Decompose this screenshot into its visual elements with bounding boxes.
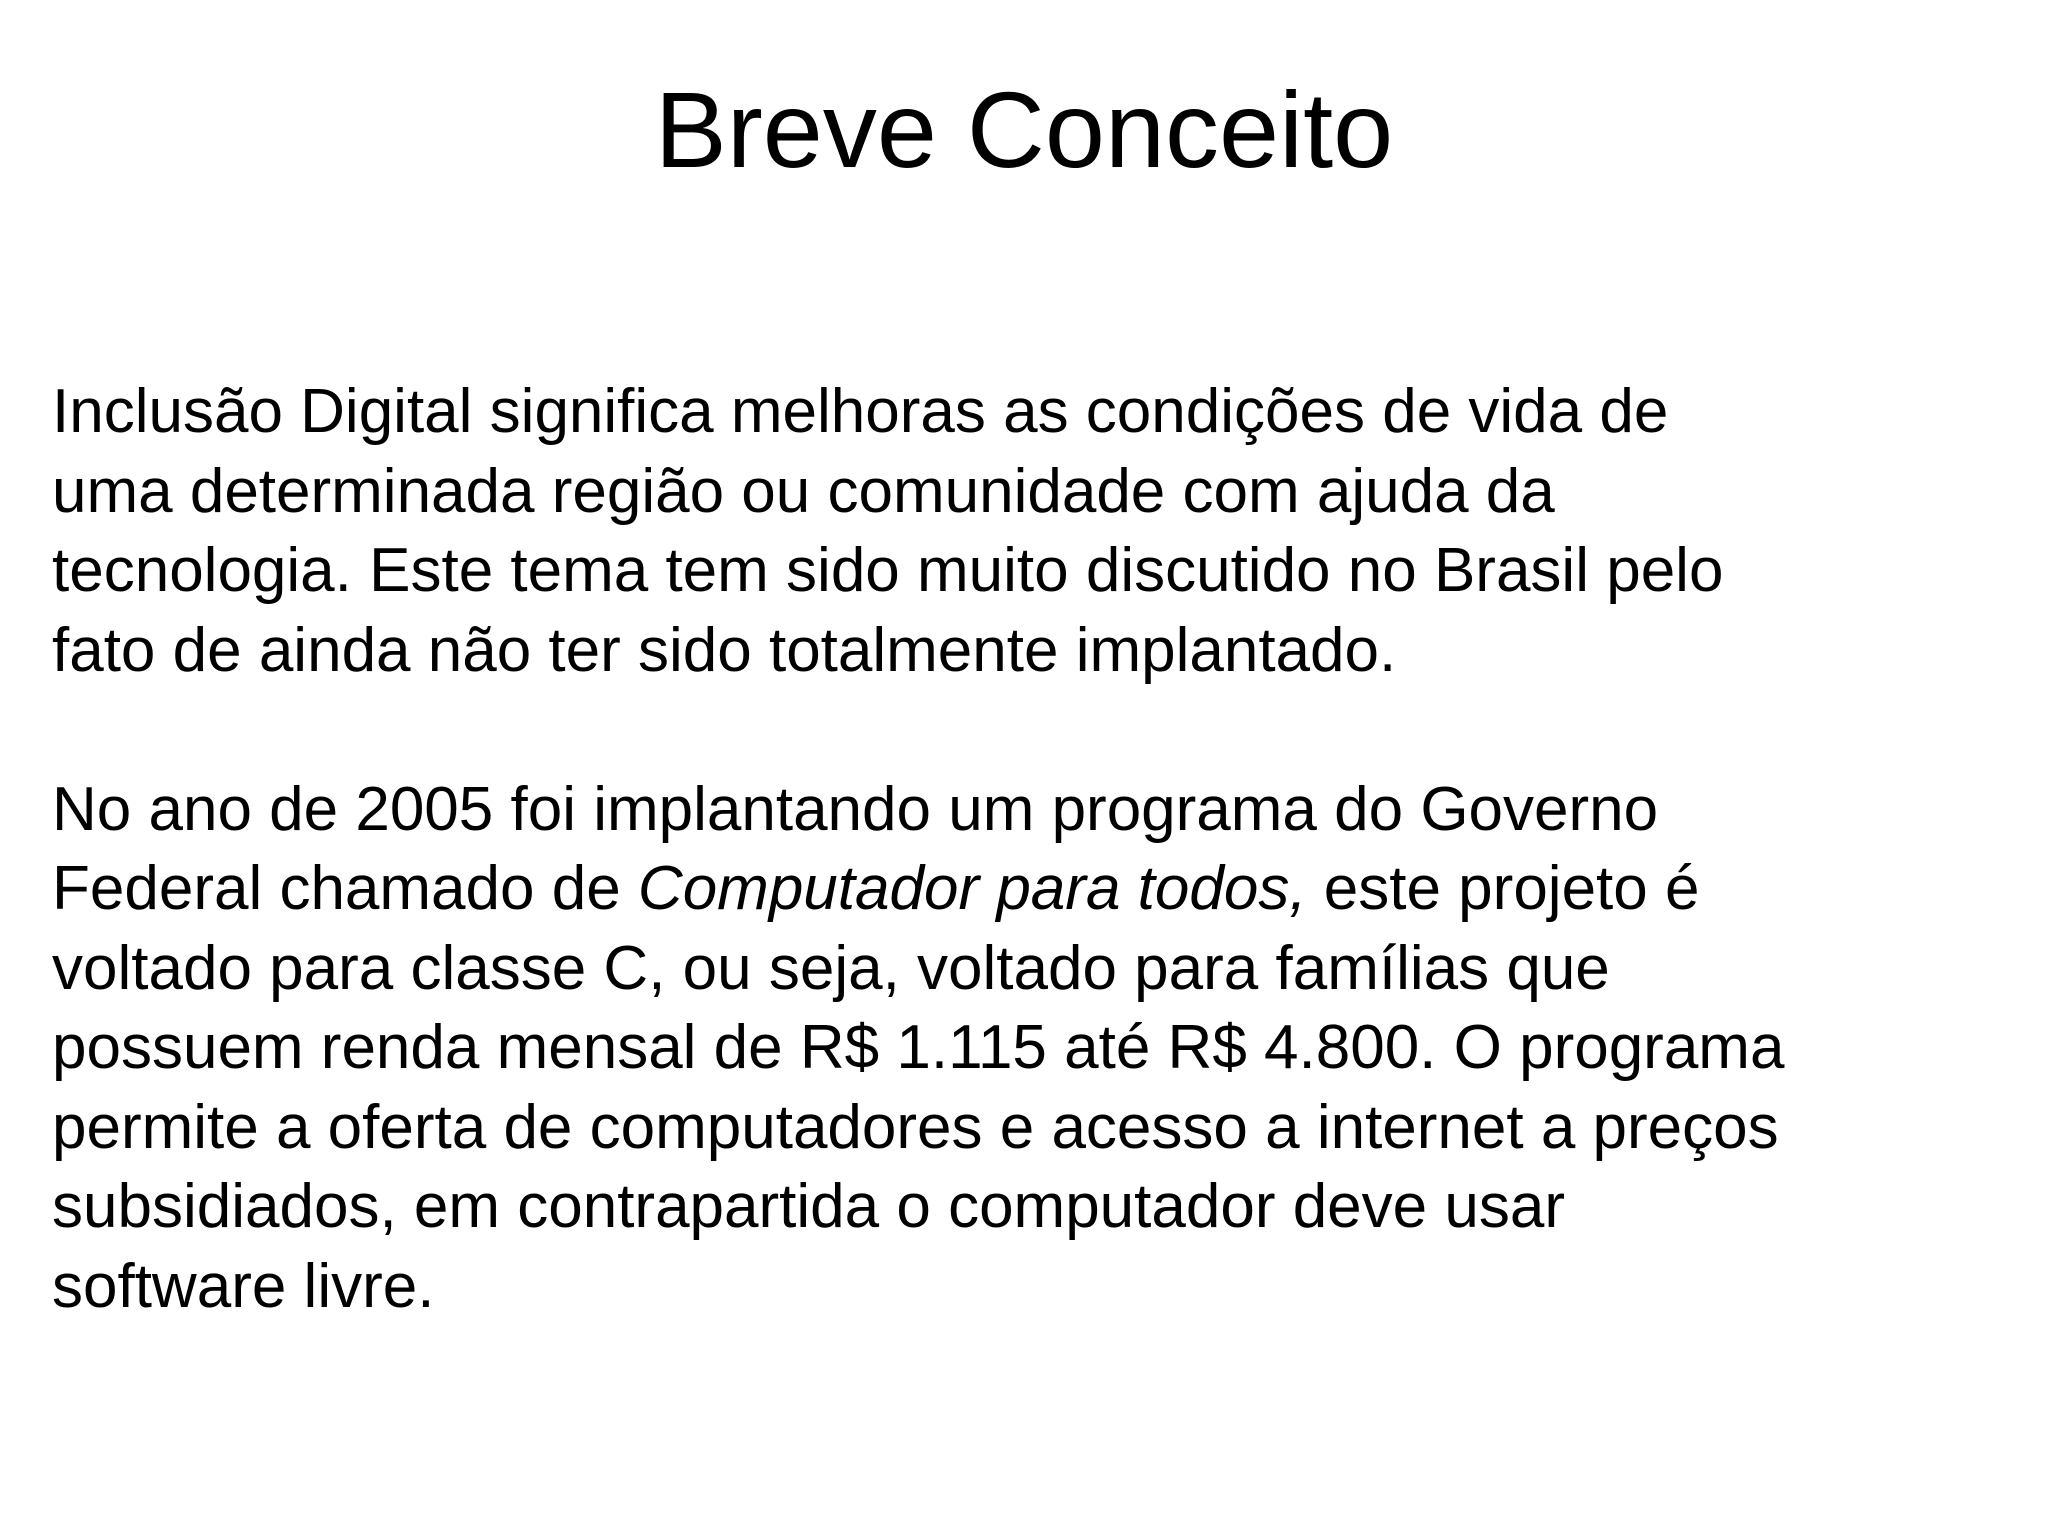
paragraph-spacer [52,690,2012,770]
paragraph-inclusao-digital [52,372,2012,690]
paragraph2-line1: No ano de 2005 foi implantando um programa do Governo [52,774,1659,844]
paragraph2-line2-start: Federal chamado de [52,854,638,923]
paragraph1-line4: fato de ainda não ter sido totalmente implantado. [52,615,1397,685]
paragraph1-line3: tecnologia. Este tema tem sido muito discutido no Brasil pelo [52,536,1724,605]
paragraph-computador-para-todos [52,770,2012,1327]
paragraph2-line3: voltado para classe C, ou seja, voltado para famílias que [52,933,1610,1003]
paragraph1-line1: Inclusão Digital significa melhoras as condições de vida de [52,377,1669,446]
paragraph2-line7: software livre. [52,1251,435,1321]
slide-body [52,372,2012,1326]
slide-title: Breve Conceito [654,69,1394,190]
paragraph1-line2: uma determinada região ou comunidade com ajuda da [52,456,1555,526]
paragraph2-line2-end: este projeto é [1306,854,1700,923]
paragraph2-line5: permite a oferta de computadores e acesso a internet a preços [52,1092,1779,1162]
paragraph2-line6: subsidiados, em contrapartida o computador deve usar [52,1172,1565,1241]
program-name-italic: Computador para todos, [637,854,1307,923]
paragraph2-line4: possuem renda mensal de R$ 1.115 até R$ 4.800. O programa [52,1013,1785,1082]
